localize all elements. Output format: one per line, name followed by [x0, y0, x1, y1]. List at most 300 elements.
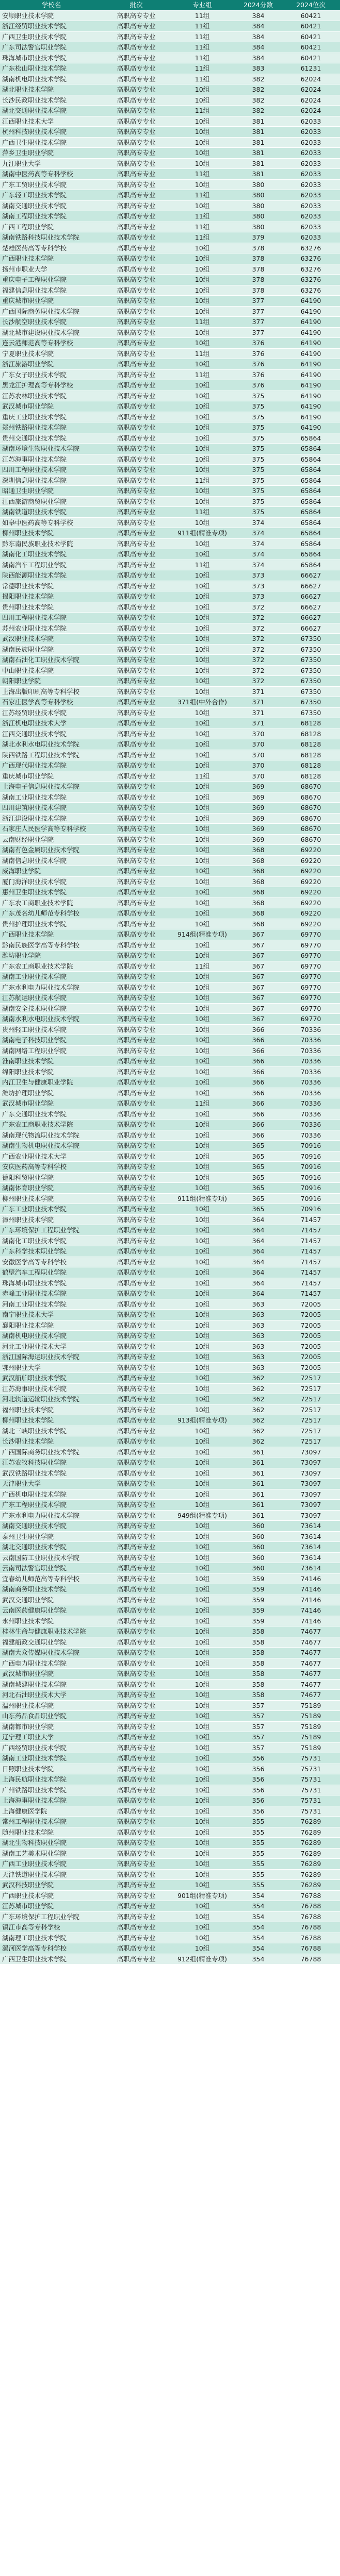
table-row — [0, 1458, 340, 1468]
batch-cell: 高职高专专业 — [103, 1310, 170, 1320]
score-cell: 378 — [235, 253, 282, 264]
rank-cell: 73614 — [282, 1563, 340, 1574]
rank-cell: 74677 — [282, 1669, 340, 1680]
table-row — [0, 1584, 340, 1595]
score-cell: 366 — [235, 1109, 282, 1120]
table-row — [0, 1901, 340, 1912]
score-cell: 355 — [235, 1859, 282, 1870]
group-cell: 10组 — [170, 1458, 235, 1468]
batch-cell: 高职高专专业 — [103, 739, 170, 750]
score-cell: 361 — [235, 1458, 282, 1468]
score-cell: 369 — [235, 824, 282, 835]
group-cell: 10组 — [170, 887, 235, 898]
school-cell: 长沙航空职业技术学院 — [0, 317, 103, 328]
group-cell: 10组 — [170, 1605, 235, 1616]
group-cell: 10组 — [170, 792, 235, 803]
table-row — [0, 1352, 340, 1363]
group-cell: 10组 — [170, 1235, 235, 1246]
group-cell: 10组 — [170, 1933, 235, 1943]
score-cell: 366 — [235, 1024, 282, 1035]
batch-cell: 高职高专专业 — [103, 1848, 170, 1859]
batch-cell: 高职高专专业 — [103, 803, 170, 814]
rank-cell: 69220 — [282, 919, 340, 929]
score-cell: 384 — [235, 21, 282, 32]
table-row — [0, 1933, 340, 1943]
table-row — [0, 338, 340, 349]
group-cell: 10组 — [170, 1468, 235, 1479]
batch-cell: 高职高专专业 — [103, 1130, 170, 1141]
school-cell: 上海健康医学院 — [0, 1806, 103, 1817]
group-cell: 10组 — [170, 1352, 235, 1363]
score-cell: 362 — [235, 1373, 282, 1384]
batch-cell: 高职高专专业 — [103, 63, 170, 74]
school-cell: 杭州科技职业技术学院 — [0, 127, 103, 138]
table-row — [0, 1056, 340, 1067]
batch-cell: 高职高专专业 — [103, 401, 170, 412]
school-cell: 广东农工商职业技术学院 — [0, 961, 103, 972]
rank-cell: 62033 — [282, 169, 340, 180]
batch-cell: 高职高专专业 — [103, 707, 170, 718]
batch-cell: 高职高专专业 — [103, 728, 170, 739]
table-row — [0, 1193, 340, 1204]
group-cell: 10组 — [170, 782, 235, 792]
school-cell: 湖南工艺美术职业学院 — [0, 1848, 103, 1859]
school-cell: 安徽医学高等专科学校 — [0, 1257, 103, 1267]
rank-cell: 60421 — [282, 42, 340, 53]
score-cell: 374 — [235, 549, 282, 560]
table-body — [0, 10, 340, 1964]
batch-cell: 高职高专专业 — [103, 1648, 170, 1658]
group-cell: 10组 — [170, 1394, 235, 1405]
group-cell: 10组 — [170, 1880, 235, 1891]
school-cell: 广东女子职业技术学院 — [0, 369, 103, 380]
rank-cell: 62033 — [282, 116, 340, 127]
school-cell: 河北石油职业技术大学 — [0, 1690, 103, 1701]
table-row — [0, 1869, 340, 1880]
score-cell: 381 — [235, 169, 282, 180]
batch-cell: 高职高专专业 — [103, 993, 170, 1004]
rank-cell: 69770 — [282, 972, 340, 982]
score-cell: 365 — [235, 1151, 282, 1162]
score-cell: 382 — [235, 84, 282, 95]
school-cell: 武汉城市职业学院 — [0, 1669, 103, 1680]
group-cell: 10组 — [170, 1648, 235, 1658]
batch-cell: 高职高专专业 — [103, 1225, 170, 1236]
batch-cell: 高职高专专业 — [103, 10, 170, 21]
table-row — [0, 74, 340, 84]
rank-cell: 65864 — [282, 549, 340, 560]
school-cell: 永州职业技术学院 — [0, 1616, 103, 1626]
table-row — [0, 1764, 340, 1774]
batch-cell: 高职高专专业 — [103, 676, 170, 687]
rank-cell: 76289 — [282, 1869, 340, 1880]
school-cell: 黔南民族医学高等专科学校 — [0, 940, 103, 951]
batch-cell: 高职高专专业 — [103, 1320, 170, 1331]
school-cell: 广东水利电力职业技术学院 — [0, 982, 103, 993]
score-cell: 372 — [235, 613, 282, 623]
rank-cell: 71457 — [282, 1278, 340, 1289]
school-cell: 江苏航运职业技术学院 — [0, 993, 103, 1004]
group-cell: 11组 — [170, 190, 235, 201]
rank-cell: 64190 — [282, 359, 340, 370]
group-cell: 10组 — [170, 718, 235, 729]
rank-cell: 69220 — [282, 908, 340, 919]
batch-cell: 高职高专专业 — [103, 1373, 170, 1384]
group-cell: 10组 — [170, 750, 235, 760]
rank-cell: 67350 — [282, 686, 340, 697]
batch-cell: 高职高专专业 — [103, 961, 170, 972]
score-cell: 375 — [235, 454, 282, 465]
rank-cell: 73097 — [282, 1510, 340, 1521]
table-row — [0, 327, 340, 338]
group-cell: 10组 — [170, 306, 235, 317]
rank-cell: 65864 — [282, 496, 340, 507]
group-cell: 10组 — [170, 1447, 235, 1458]
rank-cell: 68128 — [282, 760, 340, 771]
rank-cell: 66627 — [282, 613, 340, 623]
group-cell: 11组 — [170, 63, 235, 74]
table-row — [0, 972, 340, 982]
rank-cell: 70916 — [282, 1183, 340, 1194]
table-row — [0, 1204, 340, 1215]
rank-cell: 71457 — [282, 1246, 340, 1257]
score-cell: 354 — [235, 1954, 282, 1964]
table-row — [0, 42, 340, 53]
school-cell: 九江职业大学 — [0, 158, 103, 169]
score-cell: 375 — [235, 391, 282, 401]
batch-cell: 高职高专专业 — [103, 1246, 170, 1257]
group-cell: 10组 — [170, 1404, 235, 1415]
score-cell: 370 — [235, 750, 282, 760]
rank-cell: 74146 — [282, 1573, 340, 1584]
rank-cell: 69770 — [282, 951, 340, 961]
group-cell: 10组 — [170, 972, 235, 982]
table-row — [0, 116, 340, 127]
batch-cell: 高职高专专业 — [103, 1584, 170, 1595]
group-cell: 10组 — [170, 951, 235, 961]
group-cell: 10组 — [170, 655, 235, 666]
group-cell: 10组 — [170, 1552, 235, 1563]
header-batch: 批次 — [103, 0, 170, 10]
score-cell: 366 — [235, 1056, 282, 1067]
table-row — [0, 1658, 340, 1669]
group-cell: 10组 — [170, 1479, 235, 1489]
score-cell: 354 — [235, 1943, 282, 1954]
score-cell: 367 — [235, 993, 282, 1004]
rank-cell: 68128 — [282, 750, 340, 760]
table-row — [0, 1785, 340, 1795]
school-cell: 湖南交通职业技术学院 — [0, 1521, 103, 1532]
score-cell: 359 — [235, 1595, 282, 1605]
rank-cell: 70336 — [282, 1056, 340, 1067]
table-row — [0, 158, 340, 169]
group-cell: 10组 — [170, 1024, 235, 1035]
table-row — [0, 148, 340, 159]
group-cell: 10组 — [170, 908, 235, 919]
batch-cell: 高职高专专业 — [103, 1172, 170, 1183]
rank-cell: 73097 — [282, 1500, 340, 1511]
score-cell: 374 — [235, 560, 282, 570]
school-cell: 福建信息职业技术学院 — [0, 285, 103, 296]
school-cell: 武汉职业技术学院 — [0, 634, 103, 645]
batch-cell: 高职高专专业 — [103, 496, 170, 507]
group-cell: 10组 — [170, 1204, 235, 1215]
table-row — [0, 1669, 340, 1680]
rank-cell: 73097 — [282, 1479, 340, 1489]
table-row — [0, 31, 340, 42]
score-cell: 367 — [235, 972, 282, 982]
score-cell: 380 — [235, 200, 282, 211]
table-row — [0, 496, 340, 507]
rank-cell: 70336 — [282, 1035, 340, 1046]
batch-cell: 高职高专专业 — [103, 1711, 170, 1722]
batch-cell: 高职高专专业 — [103, 1056, 170, 1067]
score-cell: 357 — [235, 1742, 282, 1753]
rank-cell: 65864 — [282, 538, 340, 549]
table-row — [0, 1014, 340, 1025]
school-cell: 贵州护理职业技术学院 — [0, 919, 103, 929]
score-cell: 361 — [235, 1468, 282, 1479]
score-cell: 354 — [235, 1933, 282, 1943]
rank-cell: 68128 — [282, 739, 340, 750]
table-row — [0, 1479, 340, 1489]
table-row — [0, 1373, 340, 1384]
batch-cell: 高职高专专业 — [103, 1394, 170, 1405]
school-cell: 扬州市职业大学 — [0, 264, 103, 275]
table-row — [0, 1679, 340, 1690]
batch-cell: 高职高专专业 — [103, 264, 170, 275]
school-cell: 湖南石油化工职业技术学院 — [0, 655, 103, 666]
rank-cell: 70336 — [282, 1024, 340, 1035]
school-cell: 潍坊职业学院 — [0, 951, 103, 961]
batch-cell: 高职高专专业 — [103, 1415, 170, 1426]
table-row — [0, 1436, 340, 1447]
group-cell: 10组 — [170, 1257, 235, 1267]
group-cell: 10组 — [170, 243, 235, 253]
table-row — [0, 53, 340, 63]
school-cell: 中山职业技术学院 — [0, 665, 103, 676]
score-cell: 361 — [235, 1489, 282, 1500]
school-cell: 浙江机电职业技术大学 — [0, 718, 103, 729]
table-row — [0, 380, 340, 391]
rank-cell: 76788 — [282, 1943, 340, 1954]
score-cell: 361 — [235, 1447, 282, 1458]
school-cell: 广西工业职业技术学院 — [0, 1859, 103, 1870]
batch-cell: 高职高专专业 — [103, 507, 170, 518]
score-cell: 364 — [235, 1235, 282, 1246]
batch-cell: 高职高专专业 — [103, 1742, 170, 1753]
rank-cell: 72517 — [282, 1426, 340, 1436]
rank-cell: 64190 — [282, 369, 340, 380]
score-cell: 356 — [235, 1764, 282, 1774]
rank-cell: 65864 — [282, 528, 340, 539]
school-cell: 上海电子信息职业技术学院 — [0, 782, 103, 792]
rank-cell: 71457 — [282, 1289, 340, 1299]
batch-cell: 高职高专专业 — [103, 127, 170, 138]
group-cell: 10组 — [170, 1774, 235, 1785]
group-cell: 10组 — [170, 665, 235, 676]
rank-cell: 74677 — [282, 1648, 340, 1658]
score-cell: 357 — [235, 1732, 282, 1743]
rank-cell: 76788 — [282, 1922, 340, 1933]
group-cell: 10组 — [170, 137, 235, 148]
score-cell: 362 — [235, 1404, 282, 1415]
rank-cell: 62033 — [282, 127, 340, 138]
group-cell: 10组 — [170, 855, 235, 866]
batch-cell: 高职高专专业 — [103, 760, 170, 771]
score-cell: 366 — [235, 1077, 282, 1088]
score-cell: 371 — [235, 718, 282, 729]
group-cell: 10组 — [170, 644, 235, 655]
table-row — [0, 982, 340, 993]
school-cell: 湖南网络工程职业学院 — [0, 1045, 103, 1056]
score-cell: 358 — [235, 1679, 282, 1690]
score-cell: 369 — [235, 803, 282, 814]
rank-cell: 70336 — [282, 1077, 340, 1088]
rank-cell: 76788 — [282, 1933, 340, 1943]
school-cell: 广西卫生职业技术学院 — [0, 1954, 103, 1964]
school-cell: 镇江市高等专科学校 — [0, 1922, 103, 1933]
group-cell: 10组 — [170, 1331, 235, 1342]
group-cell: 10组 — [170, 1426, 235, 1436]
school-cell: 内江卫生与健康职业学院 — [0, 1077, 103, 1088]
school-cell: 武汉船舶职业技术学院 — [0, 1373, 103, 1384]
group-cell: 10组 — [170, 1362, 235, 1373]
group-cell: 10组 — [170, 1310, 235, 1320]
rank-cell: 75731 — [282, 1764, 340, 1774]
score-cell: 365 — [235, 1183, 282, 1194]
table-header-row — [0, 0, 340, 10]
rank-cell: 76788 — [282, 1911, 340, 1922]
score-cell: 354 — [235, 1890, 282, 1901]
score-cell: 377 — [235, 306, 282, 317]
score-cell: 364 — [235, 1267, 282, 1278]
batch-cell: 高职高专专业 — [103, 1901, 170, 1912]
group-cell: 11组 — [170, 211, 235, 222]
group-cell: 10组 — [170, 581, 235, 591]
school-cell: 四川建筑职业技术学院 — [0, 803, 103, 814]
school-cell: 广东松山职业技术学院 — [0, 63, 103, 74]
score-cell: 364 — [235, 1246, 282, 1257]
table-row — [0, 222, 340, 232]
score-cell: 364 — [235, 1257, 282, 1267]
school-cell: 天津铁道职业技术学院 — [0, 1869, 103, 1880]
table-row — [0, 412, 340, 422]
group-cell: 11组 — [170, 475, 235, 486]
school-cell: 湖北交通职业技术学院 — [0, 106, 103, 116]
group-cell: 11组 — [170, 53, 235, 63]
table-row — [0, 1162, 340, 1173]
group-cell: 10组 — [170, 1616, 235, 1626]
group-cell: 10组 — [170, 834, 235, 845]
score-cell: 360 — [235, 1521, 282, 1532]
table-row — [0, 444, 340, 454]
rank-cell: 68128 — [282, 718, 340, 729]
batch-cell: 高职高专专业 — [103, 655, 170, 666]
table-row — [0, 1257, 340, 1267]
school-cell: 常州工程职业技术学院 — [0, 1817, 103, 1827]
table-row — [0, 929, 340, 940]
table-row — [0, 1267, 340, 1278]
rank-cell: 74146 — [282, 1595, 340, 1605]
table-row — [0, 348, 340, 359]
batch-cell: 高职高专专业 — [103, 1605, 170, 1616]
score-cell: 366 — [235, 1098, 282, 1109]
school-cell: 安顺职业技术学院 — [0, 10, 103, 21]
rank-cell: 61231 — [282, 63, 340, 74]
table-row — [0, 1120, 340, 1130]
table-row — [0, 1310, 340, 1320]
batch-cell: 高职高专专业 — [103, 116, 170, 127]
score-cell: 375 — [235, 401, 282, 412]
score-cell: 354 — [235, 1911, 282, 1922]
batch-cell: 高职高专专业 — [103, 1542, 170, 1553]
score-cell: 376 — [235, 369, 282, 380]
group-cell: 10组 — [170, 1679, 235, 1690]
rank-cell: 70336 — [282, 1130, 340, 1141]
score-cell: 375 — [235, 422, 282, 433]
score-cell: 375 — [235, 486, 282, 497]
score-cell: 367 — [235, 1003, 282, 1014]
table-row — [0, 1848, 340, 1859]
school-cell: 河北轨道运输职业技术学院 — [0, 1394, 103, 1405]
score-cell: 378 — [235, 264, 282, 275]
school-cell: 威海职业学院 — [0, 866, 103, 877]
school-cell: 湖北交通职业技术学院 — [0, 1542, 103, 1553]
table-row — [0, 1711, 340, 1722]
school-cell: 日照职业技术学院 — [0, 1764, 103, 1774]
batch-cell: 高职高专专业 — [103, 929, 170, 940]
group-cell: 11组 — [170, 317, 235, 328]
group-cell: 10组 — [170, 127, 235, 138]
group-cell: 11组 — [170, 961, 235, 972]
rank-cell: 62033 — [282, 211, 340, 222]
score-cell: 361 — [235, 1500, 282, 1511]
rank-cell: 70336 — [282, 1109, 340, 1120]
table-row — [0, 1225, 340, 1236]
table-row — [0, 1700, 340, 1711]
rank-cell: 68670 — [282, 834, 340, 845]
group-cell: 10组 — [170, 1341, 235, 1352]
school-cell: 柳州职业技术学院 — [0, 1415, 103, 1426]
table-row — [0, 739, 340, 750]
batch-cell: 高职高专专业 — [103, 876, 170, 887]
table-row — [0, 1003, 340, 1014]
school-cell: 珠海城市职业技术学院 — [0, 53, 103, 63]
batch-cell: 高职高专专业 — [103, 1003, 170, 1014]
school-cell: 深圳信息职业技术学院 — [0, 475, 103, 486]
table-row — [0, 993, 340, 1004]
school-cell: 湖南铁路科技职业技术学院 — [0, 232, 103, 243]
school-cell: 昭通卫生职业学院 — [0, 486, 103, 497]
table-row — [0, 106, 340, 116]
batch-cell: 高职高专专业 — [103, 940, 170, 951]
batch-cell: 高职高专专业 — [103, 422, 170, 433]
group-cell: 10组 — [170, 1584, 235, 1595]
table-row — [0, 771, 340, 782]
batch-cell: 高职高专专业 — [103, 1753, 170, 1764]
score-cell: 378 — [235, 275, 282, 285]
table-row — [0, 253, 340, 264]
school-cell: 石家庄人民医学高等专科学校 — [0, 824, 103, 835]
school-cell: 厦门海洋职业技术学院 — [0, 876, 103, 887]
score-cell: 377 — [235, 327, 282, 338]
group-cell: 10组 — [170, 433, 235, 444]
rank-cell: 65864 — [282, 517, 340, 528]
rank-cell: 65864 — [282, 475, 340, 486]
table-row — [0, 834, 340, 845]
table-row — [0, 1383, 340, 1394]
